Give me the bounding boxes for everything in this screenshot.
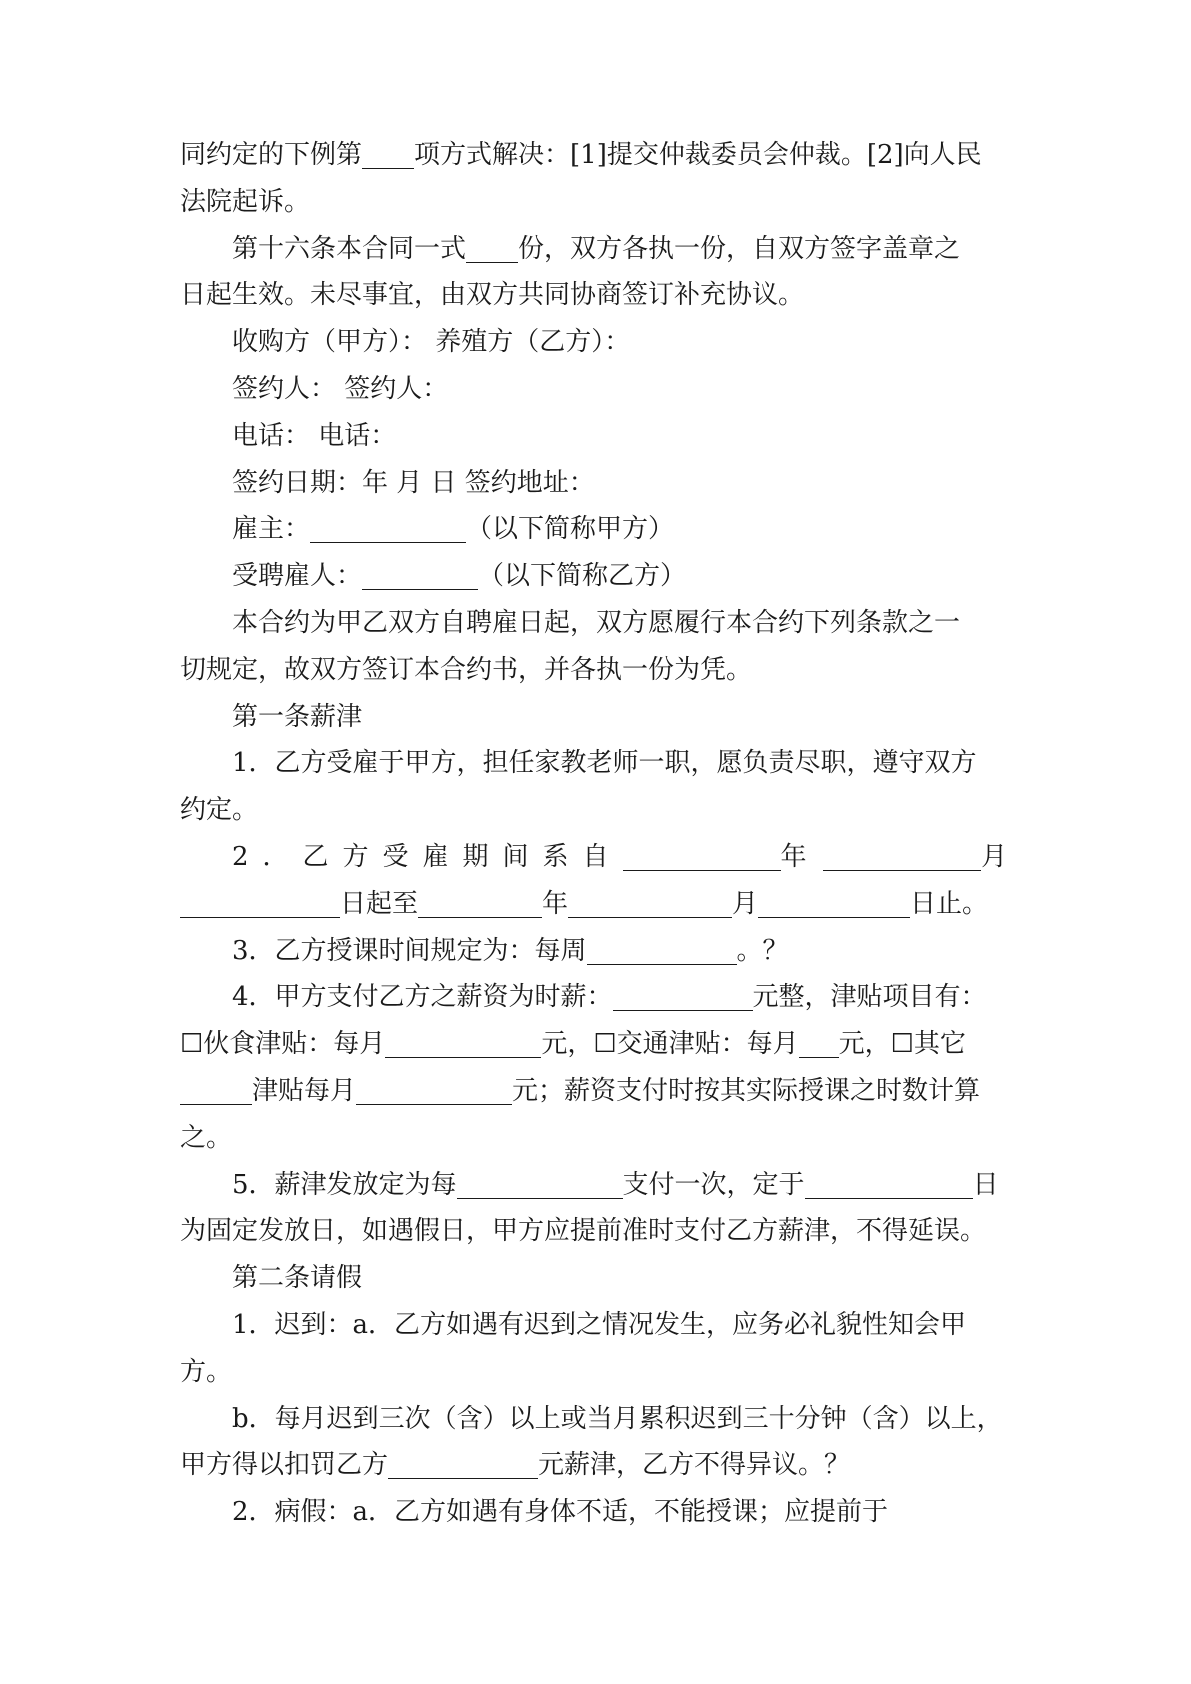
blank-end-day <box>758 887 910 918</box>
clause-1-2: 2．乙方受雇期间系自 年 月 日起至 年 月 日止。 <box>180 834 1020 928</box>
clause-1-1: 1．乙方受雇于甲方，担任家教老师一职，愿负责尽职，遵守双方 约定。 <box>180 748 977 826</box>
clause-1-4: 4．甲方支付乙方之薪资为时薪： 元整，津贴项目有： ☐伙食津贴：每月 元，☐交通津贴：每月 元，☐其它 津贴每月 元；薪资支付时按其实际授课之时数计算 之。 <box>180 982 987 1153</box>
document-page <box>180 132 1020 1536</box>
blank-start-day <box>180 887 340 918</box>
clause-1-3: 3．乙方授课时间规定为：每周 。？ <box>232 935 789 966</box>
blank-end-month <box>568 887 732 918</box>
blank-pay-day <box>805 1168 973 1199</box>
signature-phones: 电话： 电话： <box>232 420 397 451</box>
signature-signers: 签约人： 签约人： <box>232 373 449 404</box>
blank-start-month <box>823 840 981 871</box>
blank-late-penalty <box>388 1448 538 1479</box>
clause-2-2a: 2．病假：a．乙方如遇有身体不适，不能授课；应提前于 <box>232 1497 889 1528</box>
paragraph-article-16: 第十六条本合同一式 份，双方各执一份，自双方签字盖章之 日起生效。未尽事宜，由双方共同协商签订补充协议。 <box>180 233 961 311</box>
blank-other-allowance-amount <box>356 1074 512 1105</box>
heading-article-2: 第二条请假 <box>232 1263 363 1294</box>
blank-pay-period <box>457 1168 623 1199</box>
signature-date-place: 签约日期：年 月 日 签约地址： <box>232 467 595 498</box>
blank-dispute-method <box>362 138 414 169</box>
blank-meal-allowance <box>385 1027 541 1058</box>
blank-end-year <box>418 887 542 918</box>
clause-1-5: 5．薪津发放定为每 支付一次，定于 日 为固定发放日，如遇假日，甲方应提前准时支付乙方薪津，不得延误。 <box>180 1169 999 1247</box>
blank-weekly-time <box>587 934 737 965</box>
blank-employer <box>310 512 466 543</box>
blank-transport-allowance <box>799 1027 839 1058</box>
paragraph-preamble: 本合约为甲乙双方自聘雇日起，双方愿履行本合约下列条款之一 切规定，故双方签订本合约书，并各执一份为凭。 <box>180 607 961 685</box>
blank-hourly-wage <box>613 980 753 1011</box>
heading-article-1: 第一条薪津 <box>232 701 363 732</box>
signature-parties: 收购方（甲方）： 养殖方（乙方）： <box>232 327 631 358</box>
employer-line: 雇主： （以下简称甲方） <box>232 514 675 545</box>
blank-other-allowance-type <box>180 1074 252 1105</box>
clause-2-1a: 1．迟到：a．乙方如遇有迟到之情况发生，应务必礼貌性知会甲 方。 <box>180 1309 967 1387</box>
blank-start-year <box>623 840 781 871</box>
clause-2-1b: b．每月迟到三次（含）以上或当月累积迟到三十分钟（含）以上， 甲方得以扣罚乙方 元薪津，乙方不得异议。？ <box>180 1403 1003 1481</box>
paragraph-dispute-clause-end: 同约定的下例第 项方式解决：[1]提交仲裁委员会仲裁。[2]向人民 法院起诉。 <box>180 140 982 217</box>
blank-copies <box>466 232 518 263</box>
employee-line: 受聘雇人： （以下简称乙方） <box>232 561 687 592</box>
blank-employee <box>362 559 478 590</box>
